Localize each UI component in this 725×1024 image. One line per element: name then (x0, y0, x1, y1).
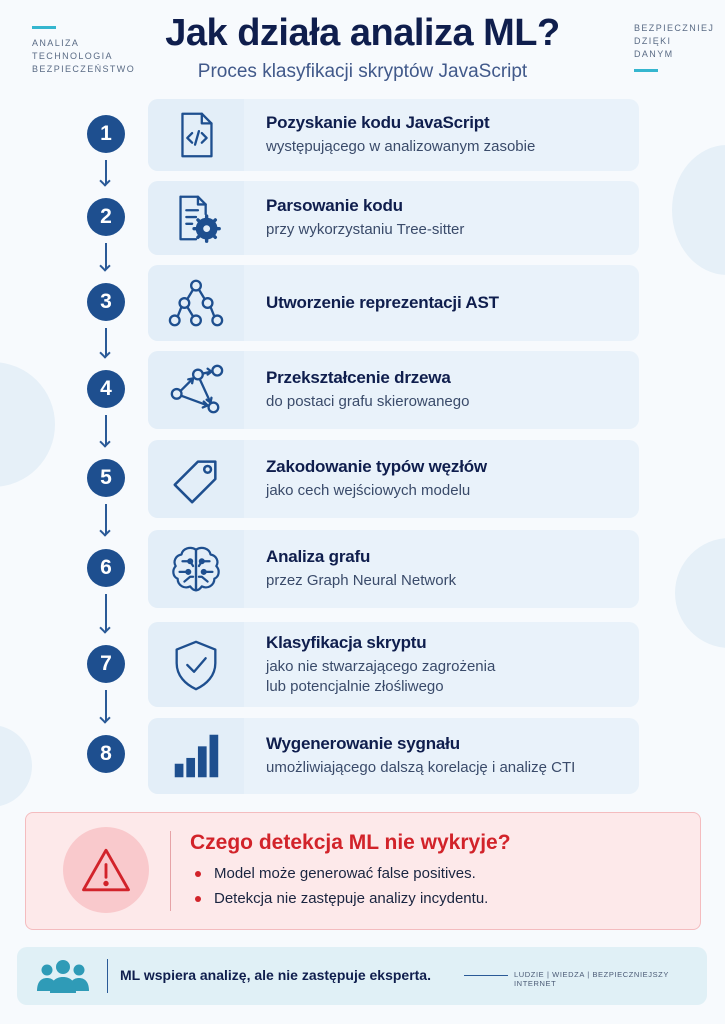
corner-text: TECHNOLOGIA (32, 51, 113, 61)
corner-text: ANALIZA (32, 38, 80, 48)
step-title: Klasyfikacja skryptu (266, 632, 427, 652)
step-number: 3 (87, 283, 125, 321)
warning-title: Czego detekcja ML nie wykryje? (190, 831, 511, 854)
flow-arrow (105, 328, 107, 356)
step-number: 4 (87, 370, 125, 408)
step-card (148, 99, 639, 171)
step-card (148, 351, 639, 429)
flow-arrow (105, 415, 107, 445)
warning-item: Model może generować false positives. (190, 865, 488, 882)
step-title: Parsowanie kodu (266, 196, 403, 215)
footer-tagline: LUDZIE | WIEDZA | BEZPIECZNIEJSZY INTERNET (514, 970, 669, 988)
directed-graph-icon (148, 351, 244, 429)
tree-icon (148, 265, 244, 341)
step-title: Zakodowanie typów węzłów (266, 457, 487, 476)
step-number: 5 (87, 459, 125, 497)
step-number: 7 (87, 645, 125, 683)
bg-circle (672, 145, 725, 275)
step-card (148, 265, 639, 341)
divider (170, 831, 171, 911)
corner-text: BEZPIECZEŃSTWO (32, 64, 136, 74)
step-number: 2 (87, 198, 125, 236)
step-desc (266, 657, 495, 697)
page-subtitle: Proces klasyfikacji skryptów JavaScript (197, 61, 528, 82)
bar-chart-icon (148, 718, 244, 794)
page-title: Jak działa analiza ML? (165, 12, 560, 54)
step-card (148, 718, 639, 794)
corner-text: DZIĘKI (634, 36, 672, 46)
step-desc-line: lub potencjalnie złośliwego (266, 677, 444, 695)
step-title: Wygenerowanie sygnału (266, 734, 460, 753)
step-desc: umożliwiającego dalszą korelację i analizę CTI (266, 759, 576, 776)
step-number: 1 (87, 115, 125, 153)
step-desc-line: jako nie stwarzającego zagrożenia (266, 657, 496, 675)
divider (107, 959, 108, 993)
flow-arrow (105, 160, 107, 184)
code-file-icon (148, 99, 244, 171)
footer-text: ML wspiera analizę, ale nie zastępuje eksperta. (120, 967, 431, 983)
step-desc: występującego w analizowanym zasobie (266, 138, 536, 155)
step-number: 8 (87, 735, 125, 773)
warning-triangle-icon (63, 827, 149, 913)
tag-icon (148, 440, 244, 518)
step-desc: do postaci grafu skierowanego (266, 393, 470, 410)
step-card (148, 530, 639, 608)
step-title: Pozyskanie kodu JavaScript (266, 113, 490, 132)
bg-circle (0, 725, 32, 807)
warning-box (25, 812, 701, 930)
bg-circle (675, 538, 725, 648)
step-title: Utworzenie reprezentacji AST (266, 293, 499, 312)
warning-list (190, 865, 488, 915)
corner-text: DANYM (634, 49, 674, 59)
step-title: Analiza grafu (266, 547, 371, 566)
step-title: Przekształcenie drzewa (266, 368, 451, 387)
step-desc: przy wykorzystaniu Tree-sitter (266, 221, 465, 238)
shield-check-icon (148, 622, 244, 707)
step-card (148, 622, 639, 707)
step-card (148, 440, 639, 518)
step-desc: jako cech wejściowych modelu (266, 482, 471, 499)
corner-text: BEZPIECZNIEJ (634, 23, 715, 33)
flow-arrow (105, 504, 107, 534)
step-desc: przez Graph Neural Network (266, 572, 457, 589)
document-gear-icon (148, 181, 244, 255)
step-number: 6 (87, 549, 125, 587)
flow-arrow (105, 690, 107, 721)
divider-line (464, 975, 508, 976)
brain-icon (148, 530, 244, 608)
step-card (148, 181, 639, 255)
warning-item: Detekcja nie zastępuje analizy incydentu. (190, 890, 488, 907)
flow-arrow (105, 243, 107, 269)
flow-arrow (105, 594, 107, 631)
people-icon (35, 957, 91, 997)
bg-circle (0, 362, 55, 487)
footer-banner (17, 947, 707, 1005)
